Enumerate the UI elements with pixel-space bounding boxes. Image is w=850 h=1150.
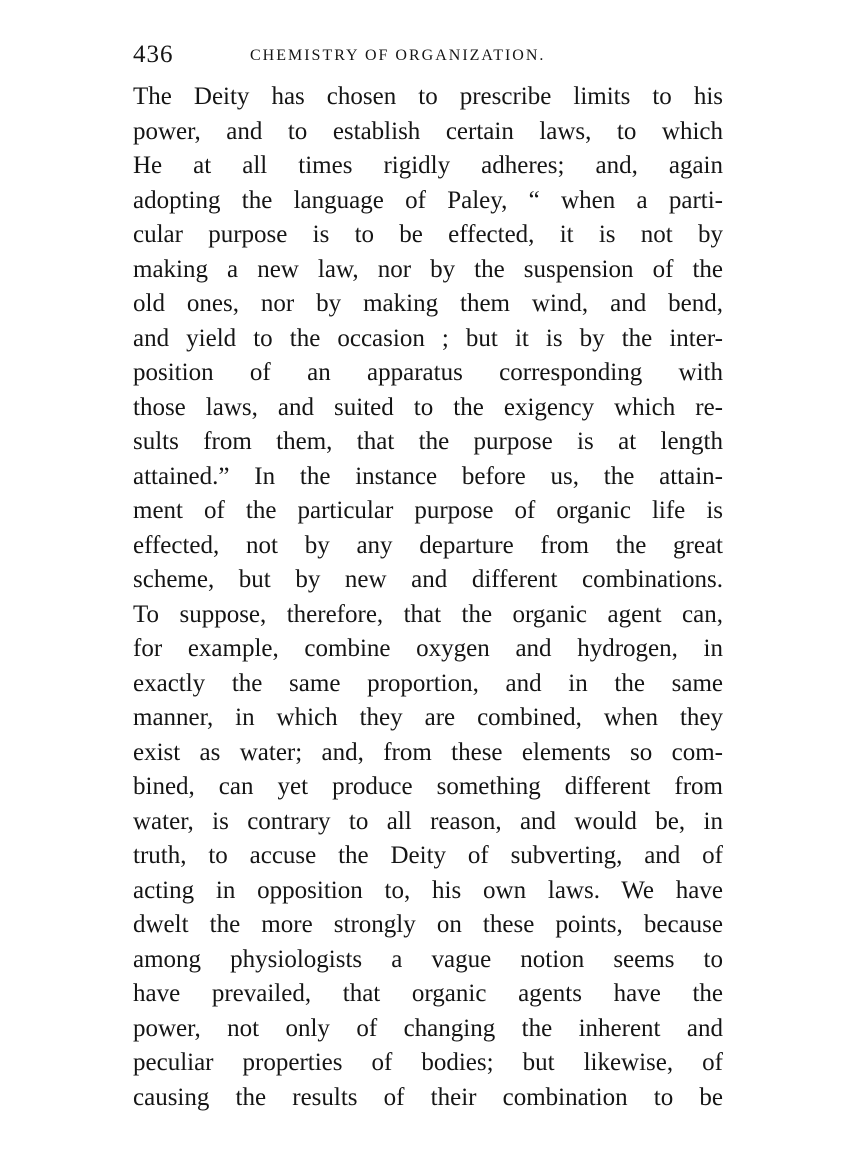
text-line: sults from them, that the purpose is at length: [133, 428, 723, 455]
text-line: manner, in which they are combined, when they: [133, 704, 723, 731]
text-line: cular purpose is to be effected, it is not by: [133, 221, 723, 248]
text-line: have prevailed, that organic agents have the: [133, 980, 723, 1007]
text-line: causing the results of their combination to be: [133, 1083, 723, 1111]
text-line: peculiar properties of bodies; but likewise, of: [133, 1049, 723, 1076]
text-line: attained.” In the instance before us, the attain-: [133, 462, 723, 490]
text-line: old ones, nor by making them wind, and bend,: [133, 290, 723, 317]
text-line: ment of the particular purpose of organic life is: [133, 497, 723, 524]
text-line: truth, to accuse the Deity of subverting, and of: [133, 842, 723, 869]
text-line: adopting the language of Paley, “ when a parti-: [133, 186, 723, 214]
text-line: exactly the same proportion, and in the same: [133, 669, 723, 697]
text-line: those laws, and suited to the exigency which re-: [133, 393, 723, 421]
text-line: power, not only of changing the inherent and: [133, 1014, 723, 1042]
text-line: acting in opposition to, his own laws. We have: [133, 876, 723, 904]
text-line: He at all times rigidly adheres; and, again: [133, 152, 723, 179]
text-line: effected, not by any departure from the great: [133, 531, 723, 559]
text-line: scheme, but by new and different combinations.: [133, 566, 723, 593]
text-line: bined, can yet produce something different from: [133, 773, 723, 800]
text-line: making a new law, nor by the suspension of the: [133, 255, 723, 283]
running-title: CHEMISTRY OF ORGANIZATION.: [250, 47, 546, 64]
text-line: water, is contrary to all reason, and would be, in: [133, 807, 723, 835]
text-line: and yield to the occasion ; but it is by the inter-: [133, 324, 723, 352]
text-line: position of an apparatus corresponding with: [133, 359, 723, 386]
text-line: The Deity has chosen to prescribe limits to his: [133, 83, 723, 110]
text-line: power, and to establish certain laws, to which: [133, 117, 723, 145]
text-line: exist as water; and, from these elements so com-: [133, 738, 723, 766]
page-number: 436: [133, 41, 174, 68]
text-line: for example, combine oxygen and hydrogen, in: [133, 635, 723, 662]
text-line: To suppose, therefore, that the organic agent can,: [133, 600, 723, 628]
text-line: dwelt the more strongly on these points, because: [133, 911, 723, 938]
text-line: among physiologists a vague notion seems to: [133, 945, 723, 973]
page-header: [133, 41, 723, 73]
body-text: [133, 80, 723, 1115]
